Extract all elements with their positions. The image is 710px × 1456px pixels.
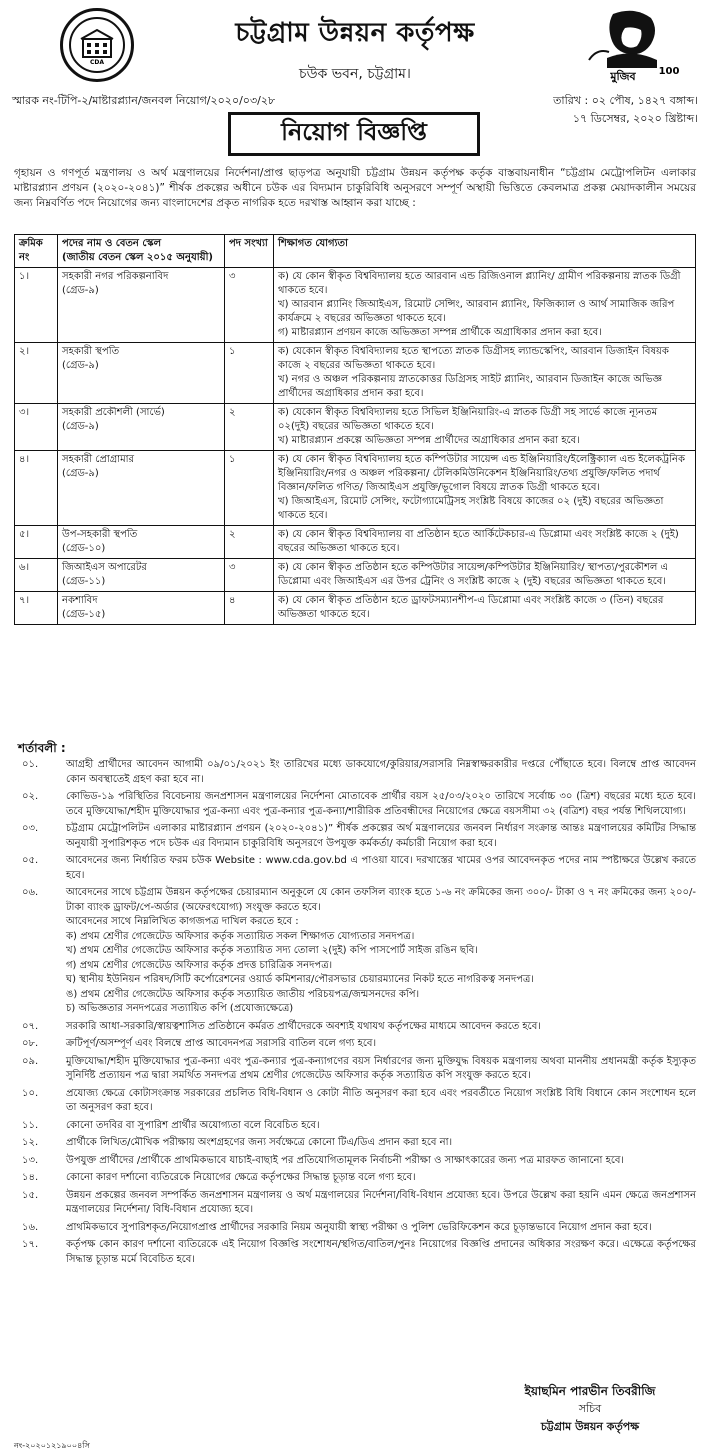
qualification-item: ক) যে কোন স্বীকৃত বিশ্ববিদ্যালয় বা প্রতিষ্ঠান হতে আর্কিটেকচার-এ ডিপ্লোমা এবং সংশ্লিষ্ট কাজে ২ (দুই) বছরের অভিজ্ঞতা থাকতে হবে।: [278, 529, 679, 554]
term-number: ০২.: [22, 791, 39, 802]
mujib-number: 100: [658, 66, 680, 77]
post-name: সহকারী প্রকৌশলী (সার্ভে): [62, 407, 165, 418]
post-grade: (গ্রেড-১০): [62, 543, 106, 554]
term-text: প্রার্থীকে লিখিত/মৌখিক পরীক্ষায় অংশগ্রহণের জন্য সর্বক্ষেত্রে কোনো টিএ/ডিএ প্রদান করা হবে না।: [66, 1137, 453, 1148]
term-item: [14, 1238, 696, 1267]
notice-title: [228, 112, 480, 156]
qualification-item: ক) যেকোন স্বীকৃত বিশ্ববিদ্যালয় হতে সিভিল ইঞ্জিনিয়ারিং-এ স্নাতক ডিগ্রী সহ সার্ভে কাজে ন্যূনতম ০২(দুই) বছরের অভিজ্ঞতা থাকতে হবে।: [278, 407, 658, 432]
header-count: পদ সংখ্যা: [225, 235, 274, 268]
signatory-designation: সচিব: [578, 1402, 602, 1415]
cell-qualification: [274, 526, 696, 559]
term-number: ১৪.: [22, 1172, 39, 1183]
intro-paragraph: গৃহায়ন ও গণপূর্ত মন্ত্রণালয় ও অর্থ মন্ত্রণালয়ের নির্দেশনা/প্রাপ্ত ছাড়পত্র অনুযায়ী চট্টগ্রাম উন্নয়ন কর্তৃপক্ষ কর্তৃক বাস্তবায়নাধীন “চট্টগ্রাম মেট্রোপলিটন এলাকার মাষ্টারপ্ল্যান প্রণয়ন (২০২০-২০৪১)” শীর্ষক প্রকল্পের অধীনে চউক এর বিদ্যমান চাকুরিবিধি অনুসরণে সম্পূর্ণ অস্থায়ী ভিত্তিতে কেবলমাত্র প্রকল্প মেয়াদকালীন সময়ের জন্য নিম্নবর্ণিত পদে নিয়োগের জন্য বাংলাদেশের প্রকৃত নাগরিক হতে দরখাস্ত আহ্বান করা যাচ্ছে :: [14, 167, 696, 209]
post-name: সহকারী প্রোগ্রামার: [62, 454, 135, 465]
cell-count: ১: [225, 451, 274, 526]
signatory-org: চট্টগ্রাম উন্নয়ন কর্তৃপক্ষ: [540, 1420, 640, 1433]
notice-title-text: নিয়োগ বিজ্ঞপ্তি: [281, 118, 427, 146]
term-number: ০৯.: [22, 1055, 39, 1067]
term-text-block: [66, 854, 696, 883]
term-text: ক্রটিপূর্ণ/অসম্পূর্ণ এবং বিলম্বে প্রাপ্ত আবেদনপত্র সরাসরি বাতিল বলে গণ্য হবে।: [66, 1038, 377, 1049]
term-text-block: [66, 1136, 696, 1151]
cell-qualification: [274, 451, 696, 526]
term-text: কোনো কারণ দর্শানো ব্যতিরেকে নিয়োগের ক্ষেত্রে কর্তৃপক্ষের সিদ্ধান্ত চূড়ান্ত বলে গণ্য হবে।: [66, 1172, 416, 1183]
cell-count: ১: [225, 343, 274, 404]
post-grade: (গ্রেড-৯): [62, 285, 99, 296]
table-row: [15, 343, 696, 404]
term-item: [14, 1189, 696, 1218]
term-text-block: [66, 1119, 696, 1134]
term-number: ১৬.: [22, 1221, 39, 1233]
date-english: ১৭ ডিসেম্বর, ২০২০ খ্রিষ্টাব্দ।: [572, 112, 698, 125]
cell-post: [58, 268, 225, 343]
signature-block: [490, 1382, 690, 1436]
table-row: [15, 451, 696, 526]
term-item: [14, 1221, 696, 1236]
cell-qualification: [274, 559, 696, 592]
qualification-item: খ) জিআইএস, রিমোট সেন্সিং, ফটোগ্যামেট্রিসহ সংশ্লিষ্ট বিষয়ে কাজের ০২ (দুই) বছরের অভিজ্ঞতা থাকতে হবে।: [278, 496, 664, 521]
cell-post: [58, 592, 225, 625]
term-item: [14, 1087, 696, 1116]
qualification-item: ক) যে কোন স্বীকৃত প্রতিষ্ঠান হতে কম্পিউটার সায়েন্স/কম্পিউটার ইঞ্জিনিয়ারিং/ স্থাপত্য/পুরকৌশল এ ডিপ্লোমা এবং জিআইএস এর উপর ট্রেনিং ও সংশ্লিষ্ট কাজে ২ (দুই) বছরের অভিজ্ঞতা থাকতে হবে।: [278, 562, 669, 587]
term-text-block: [66, 1020, 696, 1035]
cell-qualification: [274, 404, 696, 451]
term-item: [14, 790, 696, 819]
cell-count: ৩: [225, 559, 274, 592]
term-item: [14, 854, 696, 883]
cell-sl: ৪।: [15, 451, 58, 526]
term-text-block: [66, 1189, 696, 1218]
qualification-item: ক) যেকোন স্বীকৃত বিশ্ববিদ্যালয় হতে স্থাপত্যে স্নাতক ডিগ্রীসহ ল্যান্ডস্কেপিং, আরবান ডিজাইন বিষয়ক কাজে ২ বছরের অভিজ্ঞতা থাকতে হবে।: [278, 346, 669, 371]
header-sl: ক্রমিক নং: [15, 235, 58, 268]
cell-count: ৩: [225, 268, 274, 343]
term-text: কোভিড-১৯ পরিস্থিতির বিবেচনায় জনপ্রশাসন মন্ত্রণালয়ের নির্দেশনা মোতাবেক প্রার্থীর বয়স ২৫/০৩/২০২০ তারিখে সর্বোচ্চ ৩০ (ত্রিশ) বছরের মধ্যে হতে হবে। তবে মুক্তিযোদ্ধা/শহীদ মুক্তিযোদ্ধার পুত্র-কন্যা এবং পুত্র-কন্যার পুত্র-কন্যা/শারীরিক প্রতিবন্ধীদের নিয়োগের ক্ষেত্রে বয়সসীমা ৩২ (বত্রিশ) বছর পর্যন্ত শিথিলযোগ্য।: [66, 791, 696, 817]
qualification-item: ক) যে কোন স্বীকৃত প্রতিষ্ঠান হতে ড্রাফটসম্যানশীপ-এ ডিপ্লোমা এবং সংশ্লিষ্ট কাজে ৩ (তিন) বছরের অভিজ্ঞতা থাকতে হবে।: [278, 595, 664, 620]
term-text: মুক্তিযোদ্ধা/শহীদ মুক্তিযোদ্ধার পুত্র-কন্যা এবং পুত্র-কন্যার পুত্র-কন্যাগণের বয়স নির্ধারণের জন্য মুক্তিযুদ্ধ বিষয়ক মন্ত্রণালয় অথবা মাননীয় প্রধানমন্ত্রী কর্তৃক ইস্যুকৃত সুনির্দিষ্ট প্রত্যায়ন পত্র দ্বারা সমর্থিত সনদপত্র প্রথম শ্রেণীর গেজেটেড অফিসার কর্তৃক সত্যায়িত কপি সংযুক্ত করতে হবে।: [66, 1055, 696, 1081]
term-text: উন্নয়ন প্রকল্পের জনবল সম্পর্কিত জনপ্রশাসন মন্ত্রণালয় ও অর্থ মন্ত্রণালয়ের নির্দেশনা/বিধি-বিধান প্রযোজ্য হবে। উপরে উল্লেখ করা হয়নি এমন ক্ষেত্রে জনপ্রশাসন মন্ত্রণালয়ের নির্দেশনা/ বিধি-বিধান প্রযোজ্য হবে।: [66, 1189, 696, 1215]
post-grade: (গ্রেড-৯): [62, 360, 99, 371]
cell-post: [58, 526, 225, 559]
signatory-name: ইয়াছমিন পারভীন তিবরীজি: [524, 1384, 656, 1398]
header-qualification: শিক্ষাগত যোগ্যতা: [274, 235, 696, 268]
term-number: ১২.: [22, 1137, 39, 1148]
posts-table: [14, 234, 696, 625]
table-row: [15, 268, 696, 343]
cell-qualification: [274, 343, 696, 404]
term-text-block: [66, 886, 696, 1017]
term-number: ১১.: [22, 1119, 39, 1131]
term-sub-item: গ) প্রথম শ্রেণীর গেজেটেড অফিসার কর্তৃক প্রদত্ত চারিত্রিক সনদপত্র।: [66, 959, 333, 971]
table-row: [15, 404, 696, 451]
term-text: প্রযোজ্য ক্ষেত্রে কোটাসংক্রান্ত সরকারের প্রচলিত বিধি-বিধান ও কোটা নীতি অনুসরণ করা হবে এবং পরবর্তীতে নিয়োগ সংশ্লিষ্ট বিধি বিধানে কোন সংশোধন হলে তা অনুসরণ করা হবে।: [66, 1087, 696, 1113]
cell-sl: ১।: [15, 268, 58, 343]
term-text-block: [66, 758, 696, 787]
term-sub-item: ঙ) প্রথম শ্রেণীর গেজেটেড অফিসার কর্তৃক সত্যায়িত জাতীয় পরিচয়পত্র/জন্মসনদের কপি।: [66, 988, 420, 1000]
post-name: সহকারী স্থপতি: [62, 346, 120, 357]
header-post: [58, 235, 225, 268]
term-text: আবেদনের জন্য নির্ধারিত ফরম চউক Website : www.cda.gov.bd এ পাওয়া যাবে। দরখাস্তের খামের ওপর আবেদনকৃত পদের নাম স্পষ্টাক্ষরে উল্লেখ করতে হবে।: [66, 855, 696, 881]
post-grade: (গ্রেড-১৫): [62, 609, 106, 620]
post-name: জিআইএস অপারেটর: [62, 562, 147, 573]
term-item: [14, 822, 696, 851]
term-text: আগ্রহী প্রার্থীদের আবেদন আগামী ০৯/০১/২০২১ ইং তারিখের মধ্যে ডাকযোগে/কুরিয়ার/সরাসরি নিম্নস্বাক্ষরকারীর দপ্তরে পৌঁছাতে হবে। বিলম্বে প্রাপ্ত আবেদন কোন অবস্থাতেই গ্রহণ করা হবে না।: [66, 759, 696, 785]
term-sub-item: খ) প্রথম শ্রেণীর গেজেটেড অফিসার কর্তৃক সত্যায়িত সদ্য তোলা ২(দুই) কপি পাসপোর্ট সাইজ রঙিন ছবি।: [66, 945, 478, 956]
footer-number: নং-২০২০১২১৯০০৪সি: [14, 1441, 90, 1450]
term-text-block: [66, 1037, 696, 1052]
cell-sl: ২।: [15, 343, 58, 404]
term-text: আবেদনের সাথে চট্টগ্রাম উন্নয়ন কর্তৃপক্ষের চেয়ারম্যান অনুকূলে যে কোন তফসিল ব্যাংক হতে ১-৬ নং ক্রমিকের জন্য ৩০০/- টাকা ও ৭ নং ক্রমিকের জন্য ২০০/- টাকা ব্যাংক ড্রাফট/পে-অর্ডার (অফেরৎযোগ্য) সংযুক্ত করতে হবে।: [66, 887, 696, 913]
term-number: ০৮.: [22, 1038, 39, 1049]
cell-qualification: [274, 592, 696, 625]
terms-list: [14, 758, 696, 1270]
term-sub-item: আবেদনের সাথে নিম্নলিখিত কাগজপত্র দাখিল করতে হবে :: [66, 916, 299, 927]
term-item: [14, 1020, 696, 1035]
cell-count: ২: [225, 526, 274, 559]
term-text-block: [66, 1087, 696, 1116]
post-name: সহকারী নগর পরিকল্পনাবিদ: [62, 271, 169, 282]
org-title: চট্টগ্রাম উন্নয়ন কর্তৃপক্ষ: [235, 18, 475, 48]
qualification-item: গ) মাষ্টারপ্ল্যান প্রণয়ন কাজে অভিজ্ঞতা সম্পন্ন প্রার্থীকে অগ্রাধিকার প্রদান করা হবে।: [278, 327, 602, 338]
cell-sl: ৫।: [15, 526, 58, 559]
term-text: চট্টগ্রাম মেট্রোপলিটন এলাকার মাষ্টারপ্ল্যান প্রণয়ন (২০২০-২০৪১)” শীর্ষক প্রকল্পের অর্থ মন্ত্রণালয়ের জনবল নির্ধারণ সংক্রান্ত আন্তঃ মন্ত্রণালয়ের কমিটির সিদ্ধান্ত অনুযায়ী সুপারিশকৃত পদে চউক এর বিদ্যমান চাকুরিবিধি অনুসরণে উপযুক্ত কর্মকর্তা/ কর্মচারী নিয়োগ করা হবে।: [66, 823, 696, 849]
cell-sl: ৩।: [15, 404, 58, 451]
term-number: ১৫.: [22, 1189, 39, 1201]
term-text: কোনো তদবির বা সুপারিশ প্রার্থীর অযোগ্যতা বলে বিবেচিত হবে।: [66, 1119, 320, 1131]
table-header-row: [15, 235, 696, 268]
date-bangla: তারিখ : ০২ পৌষ, ১৪২৭ বঙ্গাব্দ।: [553, 94, 698, 107]
post-grade: (গ্রেড-৯): [62, 468, 99, 479]
term-item: [14, 1154, 696, 1169]
term-text-block: [66, 1171, 696, 1186]
term-item: [14, 886, 696, 1017]
term-number: ০৫.: [22, 855, 39, 866]
header-post-title: পদের নাম ও বেতন স্কেল: [62, 238, 162, 249]
post-name: নকশাবিদ: [62, 595, 98, 606]
term-number: ১৩.: [22, 1154, 39, 1166]
memo-reference: স্মারক নং-টিপি-২/মাষ্টারপ্ল্যান/জনবল নিয়োগ/২০২০/০৩/২৮: [12, 94, 276, 107]
term-item: [14, 1037, 696, 1052]
term-text-block: [66, 1221, 696, 1236]
term-text-block: [66, 822, 696, 851]
cell-sl: ৬।: [15, 559, 58, 592]
term-item: [14, 1119, 696, 1134]
term-item: [14, 758, 696, 787]
term-text-block: [66, 1154, 696, 1169]
term-item: [14, 1136, 696, 1151]
qualification-item: খ) নগর ও অঞ্চল পরিকল্পনায় স্নাতকোত্তর ডিগ্রিসহ সাইট প্ল্যানিং, আরবান ডিজাইন কাজে অভিজ্ঞ প্রার্থীদের অগ্রাধিকার প্রদান করা হবে।: [278, 374, 662, 399]
qualification-item: ক) যে কোন স্বীকৃত বিশ্ববিদ্যালয় হতে কম্পিউটার সায়েন্স এন্ড ইঞ্জিনিয়ারিং/ইলেক্ট্রিক্যাল এন্ড ইলেকট্রনিক ইঞ্জিনিয়ারিং/নগর ও অঞ্চল পরিকল্পনা/ টেলিকমিউনিকেশন ইঞ্জিনিয়ারিং/তথ্য প্রযুক্তি/ফলিত পদার্থ বিজ্ঞান/ফলিত গণিত/ জিআইএস প্রযুক্তি/ভূগোল বিষয়ে স্নাতক ডিগ্রী থাকতে হবে।: [278, 454, 685, 493]
logo-text: CDA: [89, 59, 105, 65]
post-grade: (গ্রেড-১১): [62, 576, 106, 587]
table-row: [15, 559, 696, 592]
term-sub-item: ঘ) স্থানীয় ইউনিয়ন পরিষদ/সিটি কর্পোরেশনের ওয়ার্ড কমিশনার/পৌরসভার চেয়ারম্যানের নিকট হতে নাগরিকত্ব সনদপত্র।: [66, 974, 534, 985]
term-text: প্রাথমিকভাবে সুপারিশকৃত/নিয়োগপ্রাপ্ত প্রার্থীদের সরকারি নিয়ম অনুযায়ী স্বাস্থ্য পরীক্ষা ও পুলিশ ভেরিফিকেশন করে চূড়ান্তভাবে নিয়োগ প্রদান করা হবে।: [66, 1221, 652, 1233]
term-number: ১০.: [22, 1087, 39, 1099]
cell-post: [58, 559, 225, 592]
posts-table-body: [15, 268, 696, 625]
term-text-block: [66, 1238, 696, 1267]
term-number: ০১.: [22, 759, 39, 770]
cell-sl: ৭।: [15, 592, 58, 625]
term-item: [14, 1171, 696, 1186]
table-row: [15, 592, 696, 625]
term-number: ০৬.: [22, 887, 39, 898]
term-text-block: [66, 790, 696, 819]
cell-qualification: [274, 268, 696, 343]
qualification-item: খ) মাষ্টারপ্ল্যান প্রকল্পে অভিজ্ঞতা সম্পন্ন প্রার্থীদের অগ্রাধিকার প্রদান করা হবে।: [278, 435, 580, 446]
mujib-caption: মুজিব: [610, 70, 636, 83]
cell-count: ৪: [225, 592, 274, 625]
qualification-item: খ) আরবান প্ল্যানিং জিআইএস, রিমোট সেন্সিং, আরবান প্ল্যানিং, ফিজিক্যাল ও আর্থ সামাজিক জরিপ কার্যক্রমে ২ বছরের অভিজ্ঞতা থাকতে হবে।: [278, 299, 675, 324]
term-text: উপযুক্ত প্রার্থীদের /প্রার্থীকে প্রাথমিকভাবে যাচাই-বাছাই পর প্রতিযোগিতামূলক নির্বাচনী পরীক্ষা ও সাক্ষাৎকারের জন্য পত্র মারফত জানানো হবে।: [66, 1154, 625, 1166]
term-number: ১৭.: [22, 1239, 39, 1250]
post-name: উপ-সহকারী স্থপতি: [62, 529, 138, 540]
cell-count: ২: [225, 404, 274, 451]
term-number: ০৩.: [22, 823, 39, 834]
org-address: চউক ভবন, চট্টগ্রাম।: [299, 66, 411, 82]
term-number: ০৭.: [22, 1020, 39, 1032]
term-text: সরকারি আধা-সরকারি/স্বায়ত্বশাসিত প্রতিষ্ঠানে কর্মরত প্রার্থীদেরকে অবশ্যই যথাযথ কর্তৃপক্ষের মাধ্যমে আবেদন করতে হবে।: [66, 1020, 541, 1032]
term-text-block: [66, 1055, 696, 1084]
cell-post: [58, 404, 225, 451]
post-grade: (গ্রেড-৯): [62, 421, 99, 432]
header-post-sub: (জাতীয় বেতন স্কেল ২০১৫ অনুযায়ী): [62, 252, 213, 263]
table-row: [15, 526, 696, 559]
cell-post: [58, 343, 225, 404]
term-sub-item: ক) প্রথম শ্রেণীর গেজেটেড অফিসার কর্তৃক সত্যায়িত সকল শিক্ষাগত যোগ্যতার সনদপত্র।: [66, 930, 415, 942]
term-item: [14, 1055, 696, 1084]
cell-post: [58, 451, 225, 526]
term-sub-item: চ) অভিজ্ঞতার সনদপত্রের সত্যায়িত কপি (প্রযোজ্যক্ষেত্রে): [66, 1003, 294, 1014]
qualification-item: ক) যে কোন স্বীকৃত বিশ্ববিদ্যালয় হতে আরবান এন্ড রিজিওনাল প্ল্যানিং/ গ্রামীণ পরিকল্পনায় স্নাতক ডিগ্রী থাকতে হবে।: [278, 271, 681, 296]
terms-title: শর্তাবলী :: [18, 741, 66, 755]
term-text: কর্তৃপক্ষ কোন কারণ দর্শানো ব্যতিরেকে এই নিয়োগ বিজ্ঞপ্তি সংশোধন/স্থগিত/বাতিল/পুনঃ নিয়োগের বিজ্ঞপ্তি প্রদানের অধিকার সংরক্ষণ করে। এক্ষেত্রে কর্তৃপক্ষের সিদ্ধান্ত চূড়ান্ত মর্মে বিবেচিত হবে।: [66, 1239, 696, 1265]
